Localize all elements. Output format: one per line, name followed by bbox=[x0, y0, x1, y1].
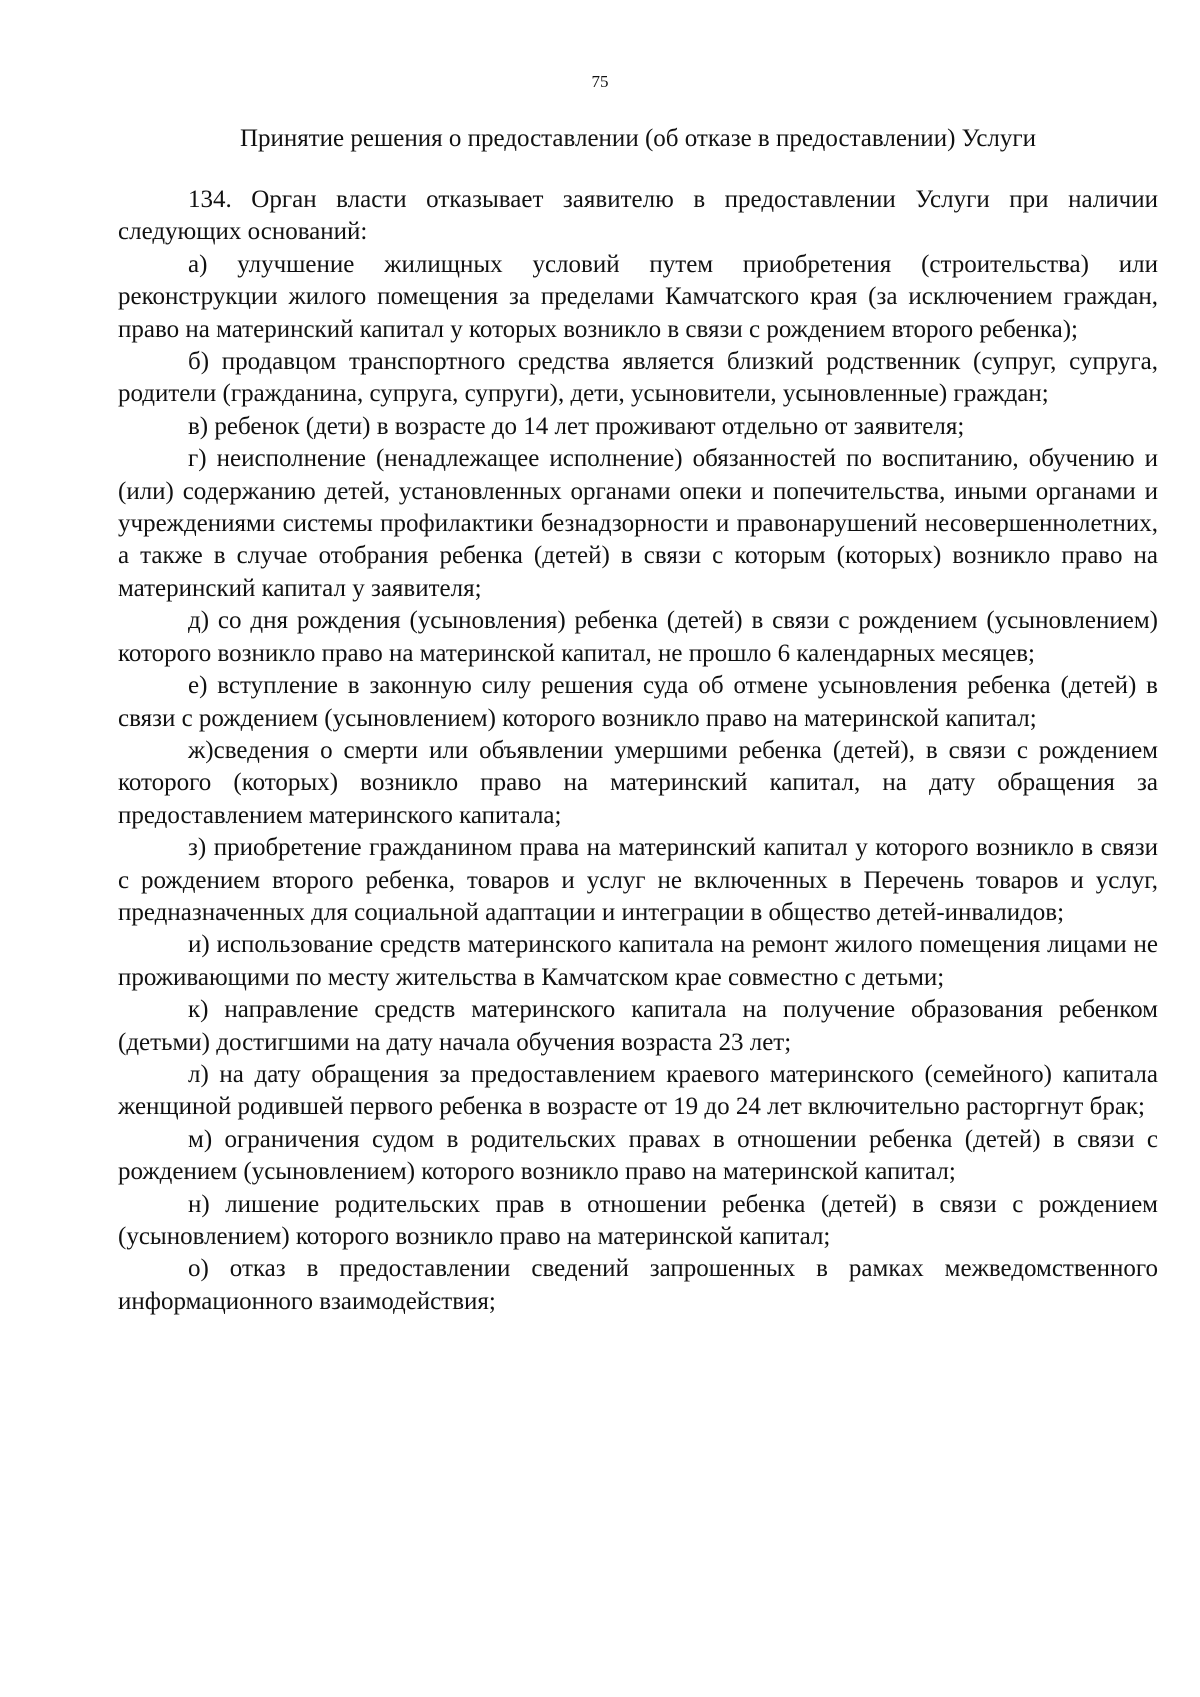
list-item-zh: ж)сведения о смерти или объявлении умершими ребенка (детей), в связи с рождением которого (которых) возникло право на материнский капитал, на дату обращения за предоставлением материнского капитала; bbox=[118, 736, 1158, 829]
list-item-a: а) улучшение жилищных условий путем приобретения (строительства) или реконструкции жилого помещения за пределами Камчатского края (за исключением граждан, право на материнский капитал у которых возникло в связи с рождением второго ребенка); bbox=[118, 250, 1158, 343]
list-item-v: в) ребенок (дети) в возрасте до 14 лет проживают отдельно от заявителя; bbox=[188, 412, 965, 440]
list-item-b: б) продавцом транспортного средства является близкий родственник (супруг, супруга, родители (гражданина, супруга, супруги), дети, усыновители, усыновленные) граждан; bbox=[118, 348, 1158, 408]
list-item-k: к) направление средств материнского капитала на получение образования ребенком (детьми) достигшими на дату начала обучения возраста 23 лет; bbox=[118, 996, 1158, 1056]
document-body bbox=[118, 184, 1158, 1318]
list-item-i: и) использование средств материнского капитала на ремонт жилого помещения лицами не проживающими по месту жительства в Камчатском крае совместно с детьми; bbox=[118, 931, 1158, 991]
list-item-o: о) отказ в предоставлении сведений запрошенных в рамках межведомственного информационного взаимодействия; bbox=[118, 1255, 1158, 1315]
paragraph-134: 134. Орган власти отказывает заявителю в предоставлении Услуги при наличии следующих оснований: bbox=[118, 186, 1158, 246]
list-item-z: з) приобретение гражданином права на материнский капитал у которого возникло в связи с рождением второго ребенка, товаров и услуг не включенных в Перечень товаров и услуг, предназначенных для социальной адаптации и интеграции в общество детей-инвалидов; bbox=[118, 834, 1158, 926]
list-item-m: м) ограничения судом в родительских правах в отношении ребенка (детей) в связи с рождением (усыновлением) которого возникло право на материнской капитал; bbox=[118, 1125, 1158, 1186]
list-item-d: д) со дня рождения (усыновления) ребенка (детей) в связи с рождением (усыновлением) которого возникло право на материнской капитал, не прошло 6 календарных месяцев; bbox=[118, 607, 1158, 667]
section-title: Принятие решения о предоставлении (об отказе в предоставлении) Услуги bbox=[239, 125, 1037, 152]
list-item-n: н) лишение родительских прав в отношении ребенка (детей) в связи с рождением (усыновлением) которого возникло право на материнской капитал; bbox=[118, 1190, 1158, 1250]
list-item-g: г) неисполнение (ненадлежащее исполнение) обязанностей по воспитанию, обучению и (или) содержанию детей, установленных органами опеки и попечительства, иными органами и учреждениями системы профилактики безнадзорности и правонарушений несовершеннолетних, а также в случае отобрания ребенка (детей) в связи с которым (которых) возникло право на материнский капитал у заявителя; bbox=[118, 445, 1158, 602]
list-item-e: е) вступление в законную силу решения суда об отмене усыновления ребенка (детей) в связи с рождением (усыновлением) которого возникло право на материнской капитал; bbox=[118, 672, 1158, 732]
page-number: 75 bbox=[591, 72, 609, 91]
list-item-l: л) на дату обращения за предоставлением краевого материнского (семейного) капитала женщиной родившей первого ребенка в возрасте от 19 до 24 лет включительно расторгнут брак; bbox=[118, 1060, 1158, 1121]
